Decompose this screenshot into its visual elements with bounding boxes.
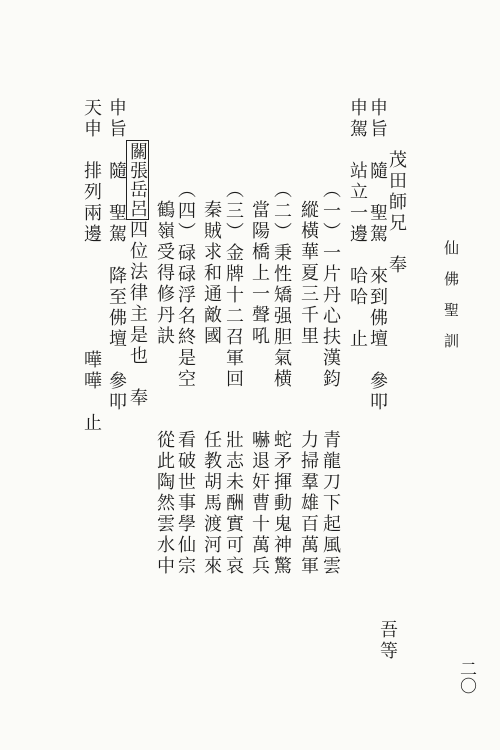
- verse-3-line-1: （三）金牌十二召軍回: [223, 180, 244, 390]
- verse-1-line-4: 力掃羣雄百萬軍: [298, 430, 319, 577]
- verse-1-line-2: 縱橫華夏三千里: [298, 200, 319, 347]
- text-column-13: 申旨 隨 聖駕 降至佛壇 參叩: [106, 98, 127, 413]
- verse-2-line-4: 嚇退奸曹十萬兵: [249, 430, 270, 577]
- boxed-names: 關張岳呂: [127, 142, 148, 218]
- text-column-2: 申旨 隨 聖駕 來到佛壇 參叩: [367, 98, 388, 413]
- verse-2-line-2: 當陽橋上一聲吼: [249, 200, 270, 347]
- verse-2-line-3: 蛇矛揮動鬼神驚: [271, 430, 292, 577]
- page-number: 二〇: [456, 660, 476, 694]
- verse-3-line-3: 壯志未酬實可哀: [223, 430, 244, 577]
- verse-1-line-1: （一）一片丹心扶漢鈞: [320, 180, 341, 390]
- verse-3-line-4: 任教胡馬渡河來: [201, 430, 222, 577]
- verse-3-line-2: 秦賊求和通敵國: [201, 200, 222, 347]
- text-column-14: 天申 排列兩邊 嘩嘩 止: [81, 98, 102, 434]
- verse-4-line-4: 從此陶然雲水中: [154, 430, 175, 577]
- text-column-1: 茂田師兄 奉: [386, 150, 407, 276]
- text-column-law-masters: [128, 140, 146, 409]
- verse-1-line-3: 青龍刀下起風雲: [320, 430, 341, 577]
- verse-2-line-1: （二）秉性矯强胆氣横: [271, 180, 292, 390]
- law-masters-rest: 四位法律主是也 奉: [127, 220, 148, 409]
- verse-4-line-2: 鶴嶺受得修丹訣: [154, 200, 175, 347]
- text-column-3: 申駕 站立一邊 哈哈 止: [347, 98, 368, 350]
- continuation-text: 吾等: [377, 620, 398, 662]
- running-header: 仙佛聖訓: [442, 240, 460, 364]
- verse-4-line-3: 看破世事學仙宗: [175, 430, 196, 577]
- verse-4-line-1: （四）碌碌浮名終是空: [175, 180, 196, 390]
